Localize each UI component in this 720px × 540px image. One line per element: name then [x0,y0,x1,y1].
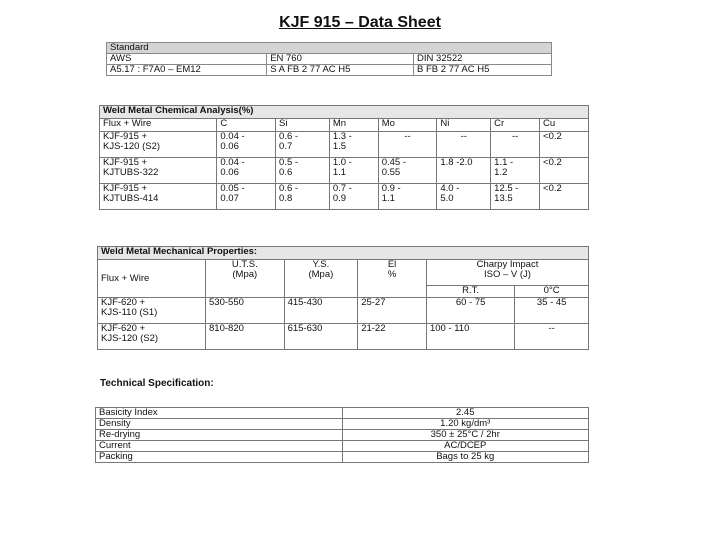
table-row [100,158,589,184]
tech-value: 350 ± 25°C / 2hr [342,430,589,441]
chem-header: Flux + Wire [100,119,217,132]
mech-cell: 21-22 [358,324,427,350]
table-row [100,184,589,210]
chem-cell: 0.04 - 0.06 [217,158,276,184]
tech-label: Packing [96,452,343,463]
chem-cell: 0.7 - 0.9 [329,184,378,210]
table-row [96,408,589,419]
chem-cell: KJF-915 + KJTUBS-322 [100,158,217,184]
mech-header-flux: Flux + Wire [98,260,206,298]
mechanical-title: Weld Metal Mechanical Properties: [98,247,589,260]
chem-cell: 1.3 - 1.5 [329,132,378,158]
chem-cell: <0.2 [540,158,589,184]
standard-table [106,42,552,76]
mech-cell: 810-820 [206,324,285,350]
chem-cell: <0.2 [540,132,589,158]
mechanical-properties-table [97,246,589,350]
chemical-title: Weld Metal Chemical Analysis(%) [100,106,589,119]
mech-header-uts: U.T.S. (Mpa) [206,260,285,298]
mech-header-charpy: Charpy Impact ISO – V (J) [426,260,588,286]
table-row [96,419,589,430]
chem-cell: KJF-915 + KJS-120 (S2) [100,132,217,158]
chem-cell: 0.45 - 0.55 [378,158,437,184]
mech-header-ys: Y.S. (Mpa) [284,260,358,298]
chem-header: Si [276,119,330,132]
standard-header: Standard [107,43,552,54]
mech-cell: 615-630 [284,324,358,350]
table-row [96,452,589,463]
mech-cell: 530-550 [206,298,285,324]
chem-cell: -- [491,132,540,158]
technical-spec-table [95,407,589,463]
chem-cell: 1.1 - 1.2 [491,158,540,184]
mech-cell: 415-430 [284,298,358,324]
tech-value: 1.20 kg/dm³ [342,419,589,430]
chem-cell: <0.2 [540,184,589,210]
chem-cell: -- [437,132,491,158]
tech-label: Basicity Index [96,408,343,419]
chem-cell: 0.9 - 1.1 [378,184,437,210]
tech-value: AC/DCEP [342,441,589,452]
standard-cell: DIN 32522 [414,54,552,65]
tech-label: Density [96,419,343,430]
standard-cell: B FB 2 77 AC H5 [414,65,552,76]
chemical-analysis-table [99,105,589,210]
mech-header-zero: 0°C [515,286,589,298]
tech-value: Bags to 25 kg [342,452,589,463]
chem-header: Mo [378,119,437,132]
chem-cell: KJF-915 + KJTUBS-414 [100,184,217,210]
page-title: KJF 915 – Data Sheet [279,14,441,31]
chem-cell: 0.05 - 0.07 [217,184,276,210]
chem-header: Cu [540,119,589,132]
tech-value: 2.45 [342,408,589,419]
tech-label: Current [96,441,343,452]
chem-header: Cr [491,119,540,132]
standard-cell: S A FB 2 77 AC H5 [267,65,414,76]
chem-cell: 0.04 - 0.06 [217,132,276,158]
chem-cell: 1.0 - 1.1 [329,158,378,184]
chem-cell: -- [378,132,437,158]
chem-header: C [217,119,276,132]
standard-cell: EN 760 [267,54,414,65]
mech-cell: -- [515,324,589,350]
chem-cell: 1.8 -2.0 [437,158,491,184]
mech-cell: 100 - 110 [426,324,514,350]
mech-cell: 25-27 [358,298,427,324]
mech-header-rt: R.T. [426,286,514,298]
table-row [98,298,589,324]
table-row [98,324,589,350]
standard-cell: A5.17 : F7A0 – EM12 [107,65,267,76]
mech-cell: 60 - 75 [426,298,514,324]
technical-title: Technical Specification: [100,378,214,389]
chem-header: Ni [437,119,491,132]
tech-label: Re-drying [96,430,343,441]
table-row [96,430,589,441]
standard-cell: AWS [107,54,267,65]
mech-header-el: El % [358,260,427,298]
chem-cell: 0.6 - 0.8 [276,184,330,210]
chem-cell: 12.5 - 13.5 [491,184,540,210]
mech-cell: KJF-620 + KJS-120 (S2) [98,324,206,350]
chem-cell: 0.5 - 0.6 [276,158,330,184]
table-row [100,132,589,158]
chem-header: Mn [329,119,378,132]
table-row [96,441,589,452]
mech-cell: 35 - 45 [515,298,589,324]
mech-cell: KJF-620 + KJS-110 (S1) [98,298,206,324]
chem-cell: 4.0 - 5.0 [437,184,491,210]
chem-cell: 0.6 - 0.7 [276,132,330,158]
